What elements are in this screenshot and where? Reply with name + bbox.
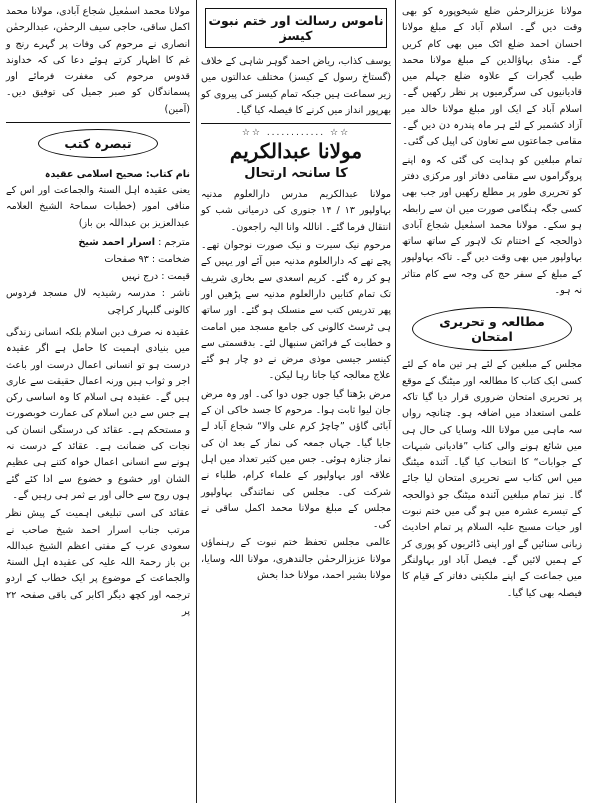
right-column bbox=[400, 0, 586, 803]
book-pages-value: ۹۳ صفحات bbox=[104, 253, 149, 265]
section-heading-book-review: تبصرہ کتب bbox=[38, 129, 158, 158]
article-title: مولانا عبدالکریم bbox=[229, 139, 363, 164]
book-translator-value: اسرار احمد شیخ bbox=[78, 236, 155, 248]
body-paragraph: تمام مبلغین کو ہدایت کی گئی کہ وہ اپنے پروگراموں سے مقامی دفاتر اور مرکزی دفتر کو تحریری طور پر مطلع رکھیں اور جب بھی کسی جگہ ہنگامی صورت میں ان سے رابطہ ہو سکے۔ مولانا محمد اسمٰعیل شجاع آبادی ذوالحجہ کے اختتام تک لاہور کے ساتھ ساتھ بہاولپور میں بھی وقت دیں گے۔ تاکہ بہاولپور کے مبلغ کے سفر حج کی وجہ سے کام متاثر نہ ہو۔ bbox=[402, 154, 582, 297]
book-description: یعنی عقیدہ اہل السنۃ والجماعت اور اس کے منافی امور (خطبات سماحۃ الشیخ العلامہ عبدالعزیز بن عبداللہ بن باز) bbox=[6, 185, 190, 229]
book-pages-row bbox=[6, 251, 190, 268]
book-pages-label: ضخامت : bbox=[151, 253, 190, 265]
body-paragraph: مولانا عزیزالرحمٰن ضلع شیخوپورہ کو بھی وقت دیں گے۔ اسلام آباد کے مبلغ مولانا احسان احمد ضلع اٹک میں بھی کام کریں گے۔ منڈی بہاؤالدین کے مبلغ مولانا محمد طیب گجرات کے علاوہ ضلع جہلم میں قادیانیوں کی سرگرمیوں پر نظر رکھیں گے۔ اسلام آباد کے ایک اور مبلغ مولانا خالد میر آزاد کشمیر کے لئے ہر ماہ پندرہ دن دیں گے۔ مقامی جماعتوں سے تعاون کی اپیل کی گئی۔ bbox=[402, 6, 582, 148]
body-paragraph: مولانا عبدالکریم مدرس دارالعلوم مدنیہ بہاولپور ۱۳ / ۱۴ جنوری کی درمیانی شب کو انتقال فرما گئے۔ اناللہ وانا الیہ راجعون۔ bbox=[201, 189, 391, 233]
stars-ornament: ☆☆ ............ ☆☆ bbox=[241, 128, 351, 139]
book-publisher-label: ناشر : bbox=[161, 287, 190, 299]
book-name-row bbox=[6, 166, 190, 183]
body-paragraph: عالمی مجلس تحفظ ختم نبوت کے رہنماؤں مولانا عزیزالرحمٰن جالندھری، مولانا اللہ وسایا، مولانا بشیر احمد، مولانا خدا بخش bbox=[201, 537, 391, 582]
book-translator-row bbox=[6, 234, 190, 251]
body-paragraph: عقیدہ نہ صرف دین اسلام بلکہ انسانی زندگی میں بنیادی اہمیت کا حامل ہے اگر عقیدہ درست ہو تو انسانی اعمال درست اور باعث اجر و ثواب ہیں ورنہ اعمال حقیقت سے عاری ہیں گے۔ عقیدہ ہی اسلام کا وہ اساسی رکن ہے جس سے دین اسلام کی عمارت خوبصورت و مستحکم ہے۔ عقائد کی درستگی انسان کی نجات کی ضمانت ہے۔ عقائد کے درست نہ ہونے سے انسانی اعمال خواہ کتنے ہی عظیم الشان اور خشوع و خضوع سے ادا کئے گئے ہوں روح سے خالی اور بے ثمر ہی رہیں گے۔ bbox=[6, 326, 190, 501]
divider bbox=[201, 123, 391, 124]
book-price-row bbox=[6, 268, 190, 285]
book-price-label: قیمت : bbox=[161, 270, 190, 282]
book-name-label: نام کتاب: bbox=[145, 169, 190, 181]
middle-column bbox=[196, 0, 396, 803]
book-price-value: درج نہیں bbox=[121, 270, 159, 282]
article-subtitle: کا سانحہ ارتحال bbox=[244, 166, 348, 182]
body-paragraph: مجلس کے مبلغین کے لئے ہر تین ماہ کے لئے کسی ایک کتاب کا مطالعہ اور میٹنگ کے موقع پر تحریری امتحان ضروری قرار دیا گیا تاکہ علمی استعداد میں اضافہ ہو۔ چنانچہ رواں سہ ماہی میں مولانا اللہ وسایا کی حال ہی میں شائع ہونے والی کتاب ”قادیانی شبہات کے جوابات“ کا انتخاب کیا گیا۔ آئندہ میٹنگ میں اس کتاب سے تحریری امتحان لیا جائے گا۔ نیز تمام مبلغین آئندہ میٹنگ جو ذوالحجہ کے تیسرے عشرہ میں ہو گی میں ختم نبوت اور حیات مسیح علیہ السلام پر تمام احادیث زبانی سنائیں گے اور اپنی ڈائریوں کو پوری کر کے ہمیں لائیں گے۔ فیصل آباد اور بہاولنگر میں جماعت کے اپنے ملکیتی دفاتر کے قیام کا فیصلہ بھی کیا گیا۔ bbox=[402, 359, 582, 599]
book-translator-label: مترجم : bbox=[158, 236, 190, 248]
left-column bbox=[2, 0, 192, 803]
book-publisher-value: مدرسہ رشیدیہ لال مسجد فردوس کالونی گلبہار کراچی bbox=[6, 287, 190, 316]
section-heading-study-exam: مطالعہ و تحریری امتحان bbox=[412, 307, 572, 351]
body-paragraph: مرض بڑھتا گیا جوں جوں دوا کی۔ اور وہ مرض جان لیوا ثابت ہوا۔ مرحوم کا جسد خاکی ان کے آبائی گاؤں ”چاچڑ کرم علی والا“ شجاع آباد لے جایا گیا۔ جہاں جمعہ کی نماز کے بعد ان کی نماز جنازہ ہوئی۔ جس میں کثیر تعداد میں اہل علاقہ اور بہاولپور کے علماء کرام، طلباء نے شرکت کی۔ مجلس کی نمائندگی بہاولپور مجلس کے مبلغ مولانا محمد اکمل ساقی نے کی۔ bbox=[201, 388, 391, 531]
body-paragraph: عقائد کی اسی تبلیغی اہمیت کے پیش نظر مرتب جناب اسرار احمد شیخ صاحب نے سعودی عرب کے مفتی اعظم الشیخ عبداللہ بن باز رحمۃ اللہ علیہ کی عقیدہ اہل السنۃ والجماعت کے موضوع پر ایک خطاب کے اردو ترجمہ اور کچھ دیگر اکابر کی باقی صفحہ ۲۲ پر bbox=[6, 508, 190, 618]
section-heading-cases: ناموس رسالت اور ختم نبوت کیسز bbox=[205, 8, 387, 48]
body-paragraph: مرحوم نیک سیرت و نیک صورت نوجوان تھے۔ پچے تھے کہ دارالعلوم مدنیہ میں آئے اور یہیں کے ہو کر رہ گئے۔ کریم اسعدی سے بخاری شریف تک تمام کتابیں دارالعلوم مدنیہ سے پڑھیں اور پھر تدریس کتب سے منسلک ہو گئے۔ اور ساتھ ہی ٹرسٹ کالونی کی جامع مسجد میں امامت و خطابت کے فرائض سنبھال لئے۔ بدقسمتی سے کینسر جیسی موذی مرض نے دو چار ہو گئے علاج معالجہ کیا جاتا رہا لیکن۔ bbox=[201, 240, 391, 382]
body-paragraph: مولانا محمد اسمٰعیل شجاع آبادی، مولانا محمد اکمل ساقی، حاجی سیف الرحمٰن، عبدالرحمٰن انصاری نے مرحوم کی وفات پر گہرے رنج و غم کا اظہار کرتے ہوئے دعا کی کہ خداوند قدوس مرحوم کی مغفرت فرمائے اور پسماندگان کو صبر جمیل کی توفیق دیں۔ (آمین) bbox=[6, 6, 190, 115]
body-paragraph: یوسف کذاب، ریاض احمد گوہر شاہی کے خلاف (گستاخ رسول کے کیسز) مختلف عدالتوں میں زیر سماعت ہیں جبکہ تمام کیسز کی پیروی کو بھرپور انداز میں کرنے کا فیصلہ کیا گیا۔ bbox=[201, 56, 391, 116]
book-publisher-row bbox=[6, 285, 190, 319]
book-name-value: صحیح اسلامی عقیدہ bbox=[44, 169, 143, 181]
divider bbox=[6, 122, 190, 123]
